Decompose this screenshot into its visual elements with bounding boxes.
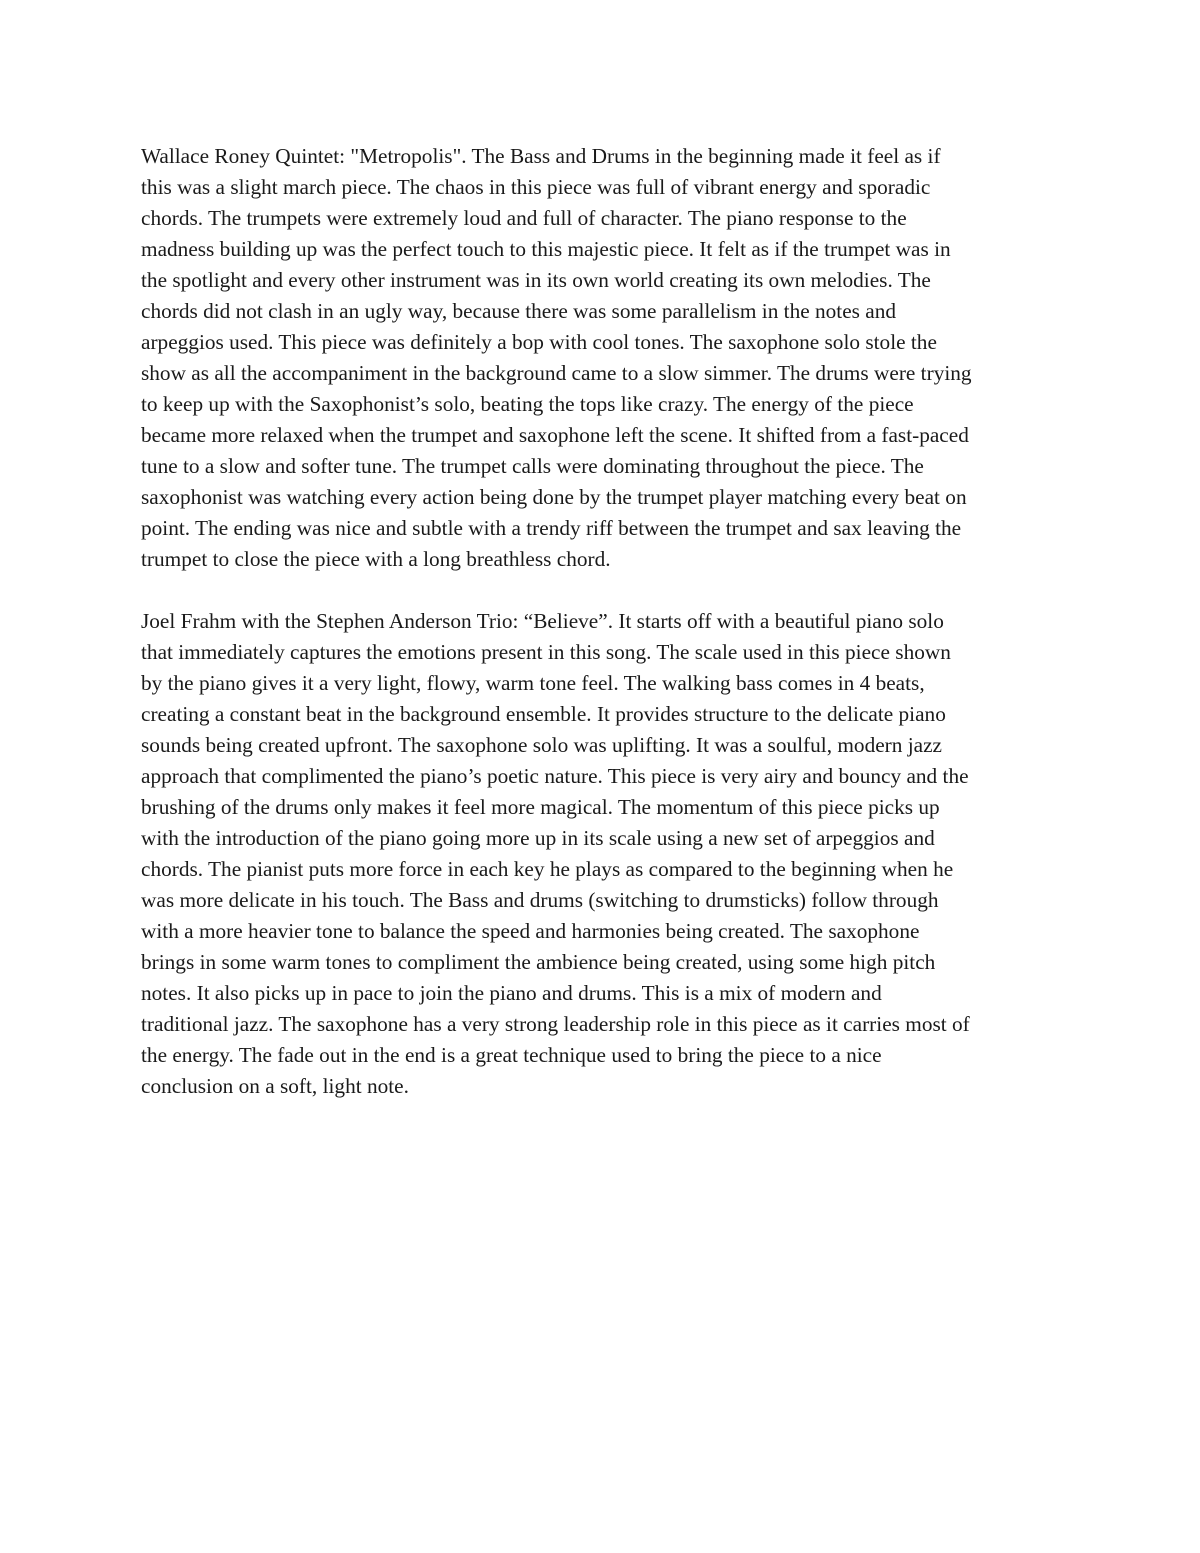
text-line: arpeggios used. This piece was definitely a bop with cool tones. The saxophone solo stole the: [141, 330, 937, 354]
text-line: saxophonist was watching every action being done by the trumpet player matching every beat on: [141, 485, 967, 509]
text-line: with a more heavier tone to balance the speed and harmonies being created. The saxophone: [141, 919, 920, 943]
text-line: became more relaxed when the trumpet and saxophone left the scene. It shifted from a fast-paced: [141, 423, 969, 447]
text-line: was more delicate in his touch. The Bass and drums (switching to drumsticks) follow through: [141, 888, 939, 912]
text-line: Joel Frahm with the Stephen Anderson Trio: “Believe”. It starts off with a beautiful piano solo: [141, 609, 944, 633]
text-line: chords did not clash in an ugly way, because there was some parallelism in the notes and: [141, 299, 897, 323]
text-line: to keep up with the Saxophonist’s solo, beating the tops like crazy. The energy of the piece: [141, 392, 914, 416]
text-line: by the piano gives it a very light, flowy, warm tone feel. The walking bass comes in 4 beats,: [141, 671, 925, 695]
text-line: tune to a slow and softer tune. The trumpet calls were dominating throughout the piece. The: [141, 454, 924, 478]
text-line: notes. It also picks up in pace to join the piano and drums. This is a mix of modern and: [141, 981, 882, 1005]
paragraph-spacer: [141, 575, 1071, 606]
text-line: that immediately captures the emotions present in this song. The scale used in this piece shown: [141, 640, 951, 664]
text-line: brushing of the drums only makes it feel more magical. The momentum of this piece picks up: [141, 795, 940, 819]
text-line: the energy. The fade out in the end is a great technique used to bring the piece to a nice: [141, 1043, 882, 1067]
text-line: this was a slight march piece. The chaos in this piece was full of vibrant energy and sporadic: [141, 175, 931, 199]
paragraph-metropolis: [141, 141, 1071, 575]
text-line: creating a constant beat in the background ensemble. It provides structure to the delicate piano: [141, 702, 946, 726]
text-line: point. The ending was nice and subtle with a trendy riff between the trumpet and sax leaving the: [141, 516, 962, 540]
text-line: show as all the accompaniment in the background came to a slow simmer. The drums were trying: [141, 361, 972, 385]
text-line: traditional jazz. The saxophone has a very strong leadership role in this piece as it carries most of: [141, 1012, 970, 1036]
document-body: [141, 141, 1071, 1102]
text-line: Wallace Roney Quintet: "Metropolis". The Bass and Drums in the beginning made it feel as if: [141, 144, 941, 168]
paragraph-believe: [141, 606, 1071, 1102]
text-line: madness building up was the perfect touch to this majestic piece. It felt as if the trumpet was in: [141, 237, 951, 261]
text-line: trumpet to close the piece with a long breathless chord.: [141, 547, 611, 571]
text-line: sounds being created upfront. The saxophone solo was uplifting. It was a soulful, modern jazz: [141, 733, 943, 757]
text-line: with the introduction of the piano going more up in its scale using a new set of arpeggios and: [141, 826, 935, 850]
text-line: conclusion on a soft, light note.: [141, 1074, 409, 1098]
text-line: the spotlight and every other instrument was in its own world creating its own melodies. The: [141, 268, 931, 292]
text-line: chords. The trumpets were extremely loud and full of character. The piano response to the: [141, 206, 907, 230]
text-line: approach that complimented the piano’s poetic nature. This piece is very airy and bouncy and the: [141, 764, 969, 788]
text-line: brings in some warm tones to compliment the ambience being created, using some high pitch: [141, 950, 936, 974]
text-line: chords. The pianist puts more force in each key he plays as compared to the beginning when he: [141, 857, 954, 881]
